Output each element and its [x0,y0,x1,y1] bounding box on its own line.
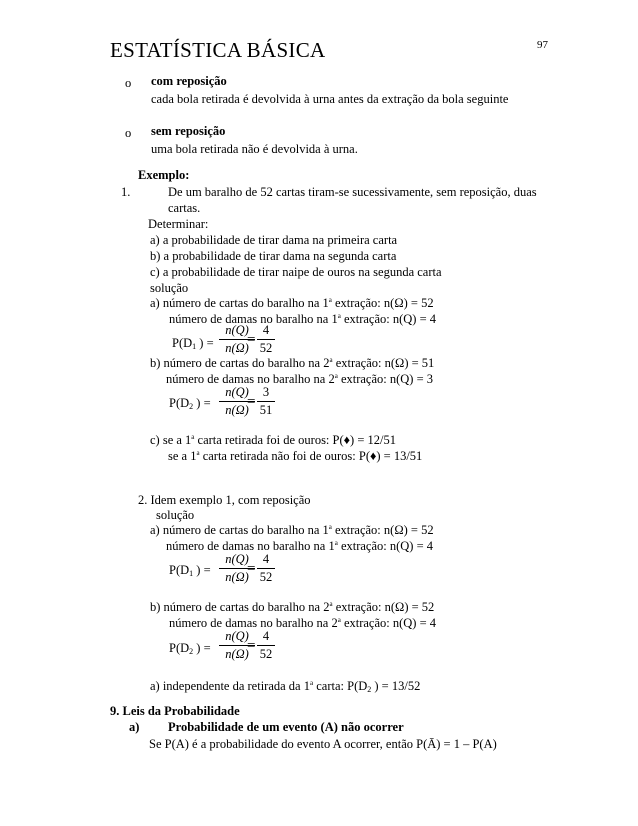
equals-sign: = [247,638,256,654]
equals-sign: = [247,394,256,410]
formula-pd2-label: $P(D_2$ ) = [169,641,211,656]
solution-b-line1: b) número de cartas do baralho na 2$^a$ extração: n(Ω) = 51 [150,356,435,370]
page-number: 97 [537,39,548,51]
example-item-number: 1. [121,185,131,199]
example2-heading: 2. Idem exemplo 1, com reposição [138,493,311,507]
page-title: ESTATÍSTICA BÁSICA [110,38,326,62]
bullet-text: cada bola retirada é devolvida à urna antes da extração da bola seguinte [151,92,509,106]
example2-b-line2: número de damas no baralho na 2$^a$ extração: n(Q) = 4 [169,616,437,630]
question-b: b) a probabilidade de tirar dama na segunda carta [150,249,397,263]
example-statement-cont: cartas. [168,201,201,215]
solution-a-line2: número de damas no baralho na 1$^a$ extração: n(Q) = 4 [169,312,437,326]
example2-a-line2: número de damas no baralho na 1$^a$ extração: n(Q) = 4 [166,539,434,553]
question-c: c) a probabilidade de tirar naipe de ouros na segunda carta [150,265,442,279]
question-a: a) a probabilidade de tirar dama na primeira carta [150,233,398,247]
bullet-heading-sem-reposicao: sem reposição [151,124,226,138]
solution-label: solução [150,281,189,295]
formula-pd2-label: $P(D_2$ ) = [169,396,211,411]
bullet-heading-com-reposicao: com reposição [151,74,227,88]
determine-label: Determinar: [148,217,209,231]
complement-rule-text: Se P(A) é a probabilidade do evento A ocorrer, então P(Ā) = 1 – P(A) [149,737,497,751]
bullet-marker: o [125,76,132,90]
example2-a-line1: a) número de cartas do baralho na 1$^a$ extração: n(Ω) = 52 [150,523,434,537]
formula-pd1-label: $P(D_1$ ) = [172,336,214,351]
solution-b-line2: número de damas no baralho na 2$^a$ extração: n(Q) = 3 [166,372,434,386]
subsection-heading: Probabilidade de um evento (A) não ocorrer [168,720,404,734]
section-heading: 9. Leis da Probabilidade [110,704,240,718]
equals-sign: = [247,332,256,348]
bullet-marker: o [125,126,132,140]
equals-sign: = [247,561,256,577]
example2-independent: a) independente da retirada da 1$^a$ carta: $P(D_2$ ) = 13/52 [150,679,421,694]
solution-c-line2: se a 1$^a$ carta retirada não foi de ouros: P(♦) = 13/51 [168,449,423,463]
example2-b-line1: b) número de cartas do baralho na 2$^a$ extração: n(Ω) = 52 [150,600,435,614]
subsection-label: a) [129,720,140,734]
example-statement: De um baralho de 52 cartas tiram-se sucessivamente, sem reposição, duas [168,185,537,199]
formula-pd1-label: $P(D_1$ ) = [169,563,211,578]
bullet-text: uma bola retirada não é devolvida à urna. [151,142,358,156]
solution-a-line1: a) número de cartas do baralho na 1$^a$ extração: n(Ω) = 52 [150,296,434,310]
solution-c-line1: c) se a 1$^a$ carta retirada foi de ouros: P(♦) = 12/51 [150,433,396,447]
example-heading: Exemplo: [138,168,190,182]
example2-solution-label: solução [156,508,195,522]
